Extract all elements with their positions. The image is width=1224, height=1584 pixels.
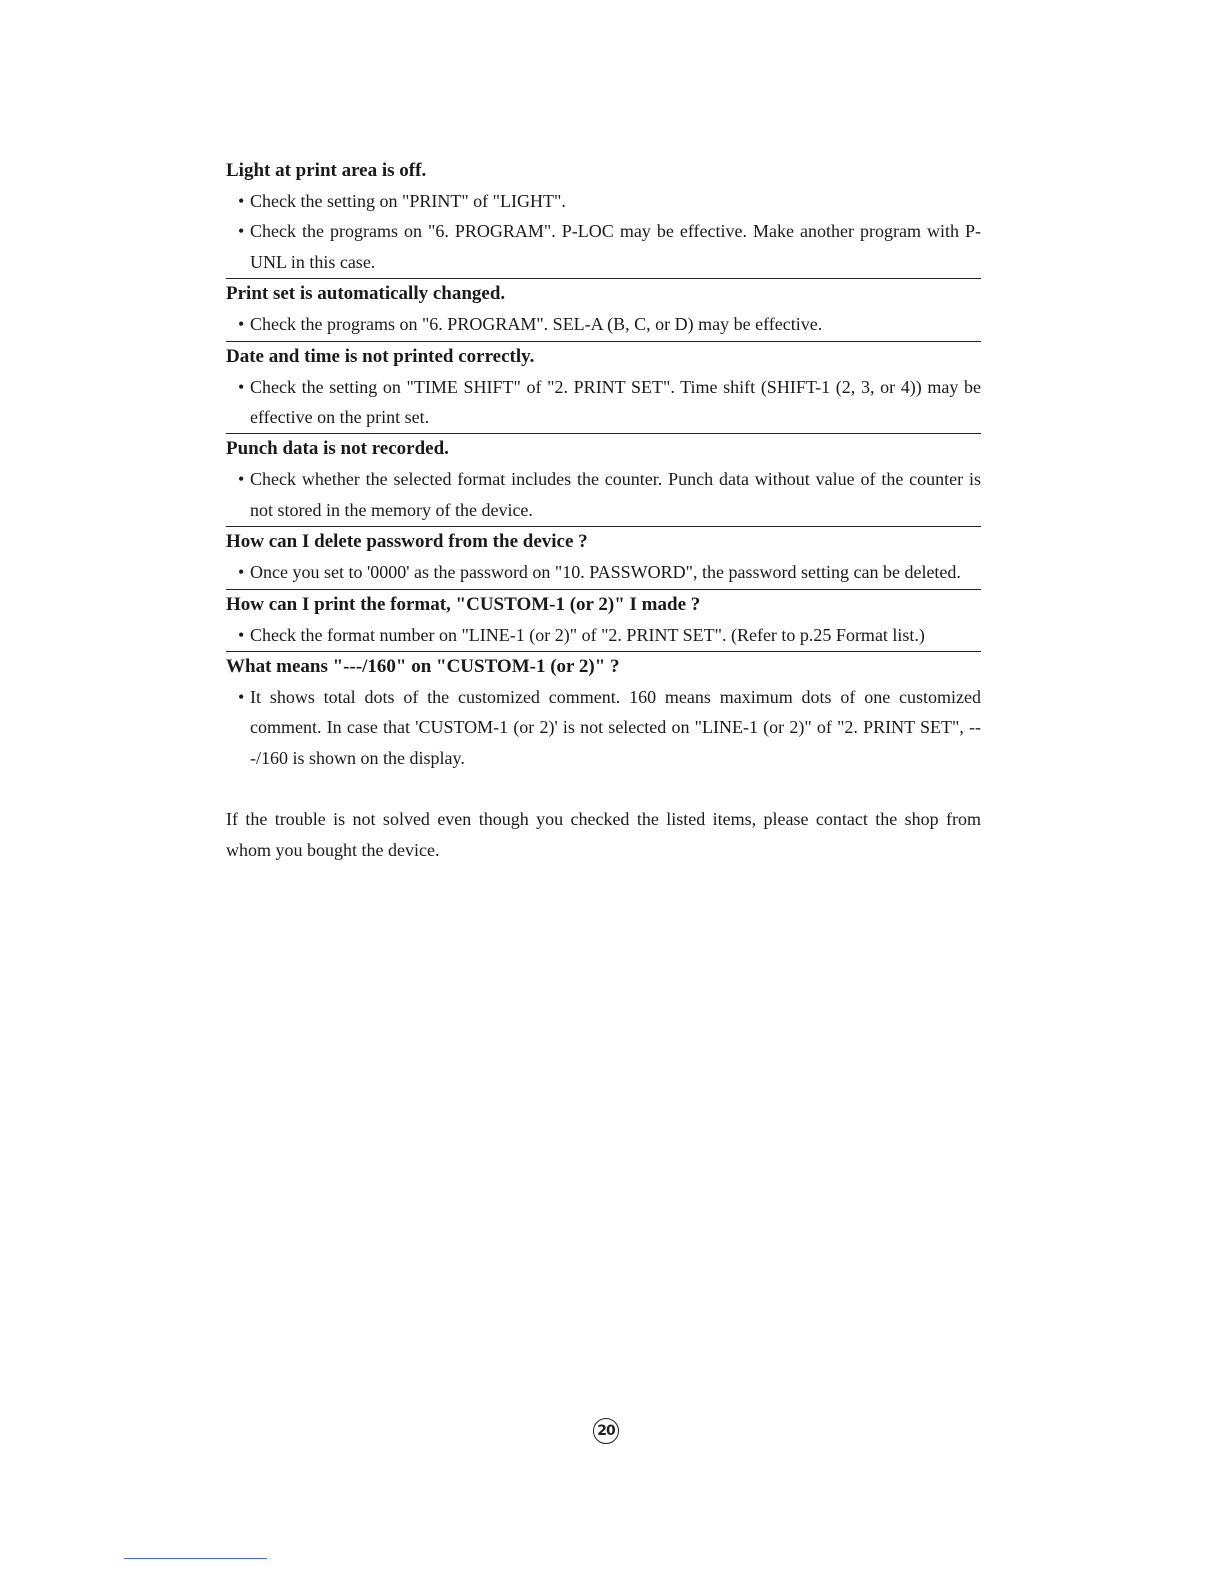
bullet-dot: • [238, 624, 245, 645]
bullet-dot: • [238, 221, 245, 242]
faq-section [226, 434, 981, 527]
link-underline [124, 1558, 267, 1559]
closing-paragraph: If the trouble is not solved even though you checked the listed items, please contact the shop from whom you bought the device. [226, 809, 981, 860]
faq-heading: What means "---/160" on "CUSTOM-1 (or 2)" ? [226, 656, 620, 678]
page-number: 20 [593, 1418, 619, 1444]
faq-heading: Date and time is not printed correctly. [226, 345, 535, 367]
faq-section [226, 342, 981, 435]
faq-bullet-text: Check the format number on "LINE-1 (or 2)" of "2. PRINT SET". (Refer to p.25 Format list.) [250, 624, 925, 645]
faq-section [226, 652, 981, 774]
bullet-dot: • [238, 687, 245, 708]
faq-section [226, 279, 981, 341]
faq-bullet-text: Once you set to '0000' as the password on "10. PASSWORD", the password setting can be deleted. [250, 562, 961, 583]
bullet-dot: • [238, 191, 245, 211]
faq-bullet [226, 557, 981, 587]
bullet-dot: • [238, 314, 245, 335]
faq-bullet [226, 620, 981, 650]
faq-section [226, 527, 981, 589]
faq-heading: Print set is automatically changed. [226, 283, 506, 305]
faq-bullet-text: It shows total dots of the customized comment. 160 means maximum dots of one customized comment. In case that 'CUSTOM-1 (or 2)' is not selected on "LINE-1 (or 2)" of "2. PRINT SET", ---/160 is shown on the display. [250, 687, 981, 768]
faq-bullet [226, 372, 981, 433]
faq-section [226, 590, 981, 652]
faq-heading: Punch data is not recorded. [226, 438, 449, 460]
faq-bullet-text: Check whether the selected format includes the counter. Punch data without value of the counter is not stored in the memory of the device. [250, 469, 981, 520]
faq-bullet [226, 464, 981, 525]
bullet-dot: • [238, 562, 245, 583]
faq-bullet [226, 309, 981, 339]
faq-bullet-text: Check the programs on "6. PROGRAM". SEL-A (B, C, or D) may be effective. [250, 314, 823, 335]
bullet-dot: • [238, 469, 245, 490]
troubleshooting-content [226, 156, 981, 865]
faq-bullet-text: Check the setting on "PRINT" of "LIGHT". [250, 191, 566, 211]
faq-section [226, 156, 981, 279]
faq-heading: Light at print area is off. [226, 160, 427, 181]
faq-bullet-text: Check the programs on "6. PROGRAM". P-LOC may be effective. Make another program with P-UNL in this case. [250, 221, 981, 272]
faq-bullet [226, 216, 981, 277]
faq-bullet-text: Check the setting on "TIME SHIFT" of "2. PRINT SET". Time shift (SHIFT-1 (2, 3, or 4)) may be effective on the print set. [250, 376, 981, 428]
faq-bullet [226, 682, 981, 773]
faq-heading: How can I delete password from the device ? [226, 531, 588, 553]
faq-heading: How can I print the format, "CUSTOM-1 (or 2)" I made ? [226, 593, 701, 615]
faq-bullet [226, 186, 981, 216]
bullet-dot: • [238, 376, 245, 397]
